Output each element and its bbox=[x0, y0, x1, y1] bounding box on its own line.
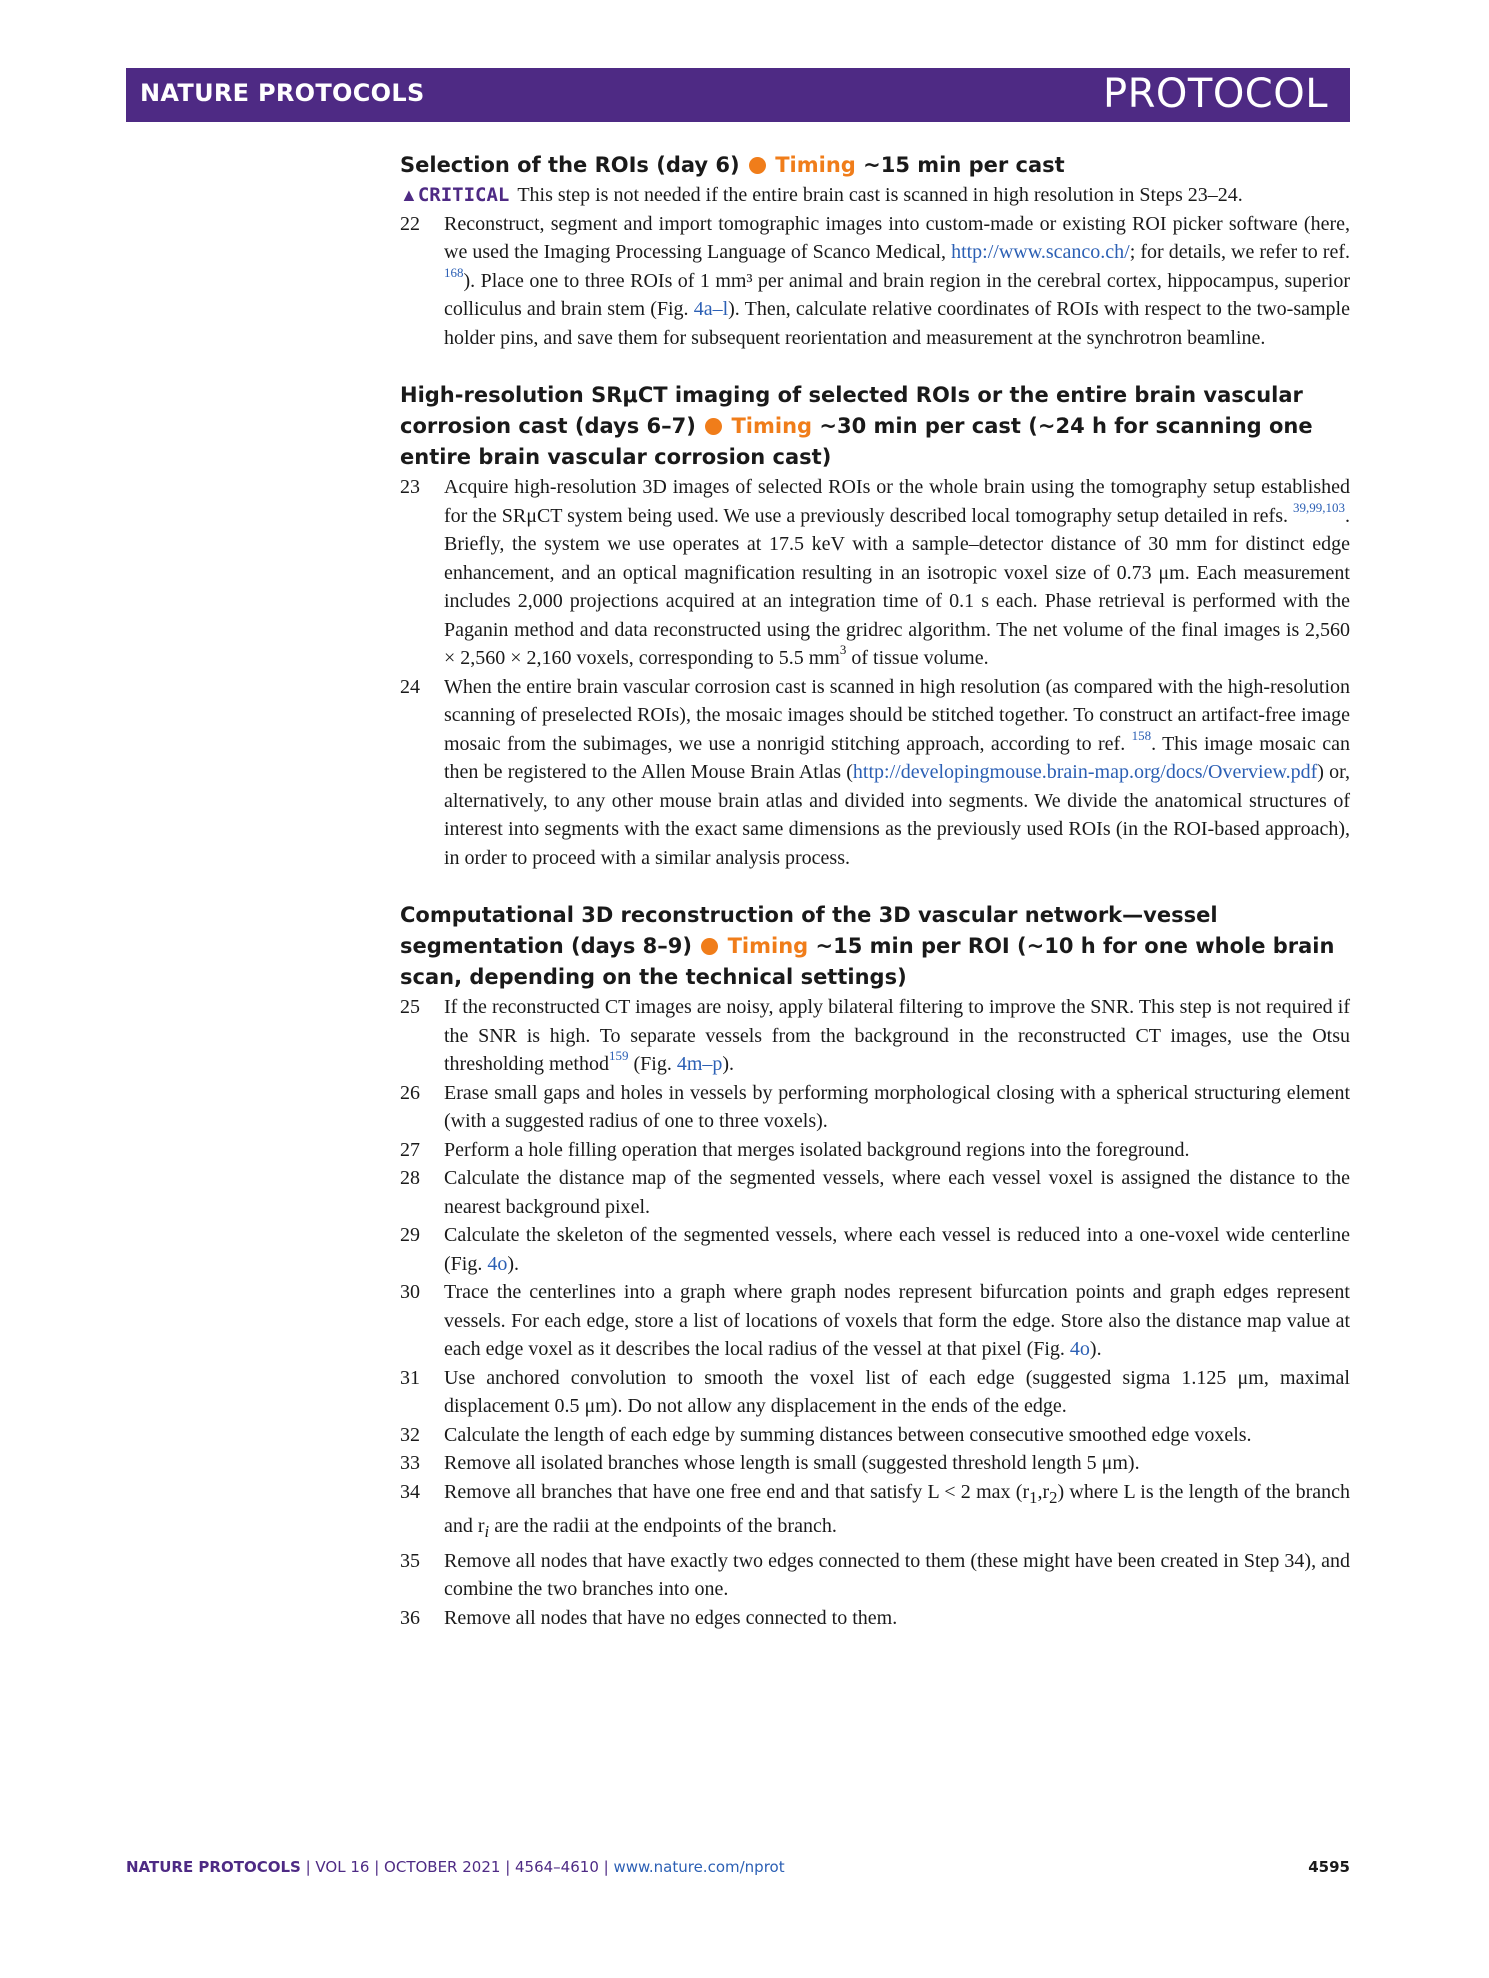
step-number: 30 bbox=[400, 1281, 420, 1303]
footer-journal: NATURE PROTOCOLS bbox=[126, 1858, 301, 1876]
timing-label: Timing bbox=[731, 414, 813, 438]
step-27: 27 Perform a hole filling operation that merges isolated background regions into the foreground. bbox=[400, 1136, 1350, 1165]
reference-link[interactable]: 39,99,103 bbox=[1293, 499, 1345, 515]
section-heading-srmct-imaging: High-resolution SRμCT imaging of selected ROIs or the entire brain vascular corrosion cast (days 6–7) Timing ~30 min per cast (~24 h for scanning one entire brain vascular corrosion cast) bbox=[400, 383, 1313, 469]
reference-link[interactable]: 168 bbox=[444, 264, 464, 280]
step-29: 29 Calculate the skeleton of the segmented vessels, where each vessel is reduced into a one-voxel wide centerline (Fig. 4o). bbox=[400, 1221, 1350, 1278]
step-number: 36 bbox=[400, 1606, 420, 1629]
step-32: 32 Calculate the length of each edge by summing distances between consecutive smoothed edge voxels. bbox=[400, 1421, 1350, 1450]
step-22: 22 Reconstruct, segment and import tomographic images into custom-made or existing ROI picker software (here, we used the Imaging Processing Language of Scanco Medical, http://www.scanco.ch/; for details, we refer to ref. $^{168}$). Place one to three ROIs of 1 mm³ per animal and brain region in the cerebral cortex, hippocampus, superior colliculus and brain stem (Fig. 4a–l). Then, calculate relative coordinates of ROIs with respect to the two-sample holder pins, and save them for subsequent reorientation and measurement at the synchrotron beamline. bbox=[400, 210, 1350, 353]
figure-link[interactable]: 4o bbox=[487, 1252, 508, 1275]
section-heading-roi-selection: Selection of the ROIs (day 6) Timing ~15 min per cast bbox=[400, 153, 1065, 177]
figure-link[interactable]: 4o bbox=[1069, 1338, 1090, 1360]
step-number: 34 bbox=[400, 1480, 420, 1503]
timing-dot-icon bbox=[749, 157, 766, 174]
step-number: 24 bbox=[400, 675, 420, 698]
section-label: PROTOCOL bbox=[1102, 71, 1328, 117]
step-number: 22 bbox=[400, 212, 420, 235]
figure-link[interactable]: 4m–p bbox=[676, 1053, 723, 1075]
step-30: 30 Trace the centerlines into a graph where graph nodes represent bifurcation points and graph edges represent vessels. For each edge, store a list of locations of voxels that form the edge. Store also the distance map value at each edge voxel as it describes the local radius of the vessel at that pixel (Fig. 4o). bbox=[400, 1278, 1350, 1364]
step-23: 23 Acquire high-resolution 3D images of selected ROIs or the whole brain using the tomography setup established for the SRμCT system being used. We use a previously described local tomography setup detailed in refs. $^{39,99,103}$. Briefly, the system we use operates at 17.5 keV with a sample–detector distance of 30 mm for distinct edge enhancement, and an optical magnification resulting in an isotropic voxel size of 0.73 μm. Each measurement includes 2,000 projections acquired at an integration time of 0.1 s each. Phase retrieval is performed with the Paganin method and data reconstructed using the gridrec algorithm. The net volume of the final images is 2,560 × 2,560 × 2,160 voxels, corresponding to 5.5 $mm^3$ of tissue volume. bbox=[400, 473, 1350, 673]
step-number: 32 bbox=[400, 1423, 420, 1446]
timing-label: Timing bbox=[727, 934, 809, 958]
footer-citation: | VOL 16 | OCTOBER 2021 | 4564–4610 | bbox=[300, 1858, 614, 1876]
timing-label: Timing bbox=[775, 153, 856, 177]
timing-value: ~15 min per ROI (~10 h for one whole brain scan, depending on the technical settings) bbox=[400, 934, 1335, 989]
step-28: 28 Calculate the distance map of the segmented vessels, where each vessel voxel is assigned the distance to the nearest background pixel. bbox=[400, 1164, 1350, 1221]
timing-dot-icon bbox=[701, 938, 718, 955]
step-25: 25 If the reconstructed CT images are noisy, apply bilateral filtering to improve the SNR. This step is not required if the SNR is high. To separate vessels from the background in the reconstructed CT images, use the Otsu thresholding method$^{159}$ (Fig. 4m–p). bbox=[400, 993, 1350, 1079]
allen-atlas-link[interactable]: http://developingmouse.brain-map.org/docs/Overview.pdf bbox=[852, 761, 1318, 783]
critical-label: CRITICAL bbox=[417, 184, 510, 206]
step-number: 35 bbox=[400, 1549, 420, 1572]
step-34: 34 Remove all branches that have one free end and that satisfy L < 2 $\max (r_1,r_2)$ where L is the length of the branch and $r_i$ are the radii at the endpoints of the branch. bbox=[400, 1478, 1350, 1547]
step-number: 28 bbox=[400, 1167, 420, 1189]
step-35: 35 Remove all nodes that have exactly two edges connected to them (these might have been created in Step 34), and combine the two branches into one. bbox=[400, 1547, 1350, 1604]
step-number: 25 bbox=[400, 996, 420, 1018]
step-24: 24 When the entire brain vascular corrosion cast is scanned in high resolution (as compared with the high-resolution scanning of preselected ROIs), the mosaic images should be stitched together. To construct an artifact-free image mosaic from the subimages, we use a nonrigid stitching approach, according to ref. $^{158}$. This image mosaic can then be registered to the Allen Mouse Brain Atlas (http://developingmouse.brain-map.org/docs/Overview.pdf) or, alternatively, to any other mouse brain atlas and divided into segments. We divide the anatomical structures of interest into segments with the exact same dimensions as the previously used ROIs (in the ROI-based approach), in order to proceed with a similar analysis process. bbox=[400, 673, 1350, 873]
step-number: 29 bbox=[400, 1224, 420, 1246]
step-number: 33 bbox=[400, 1452, 420, 1474]
figure-link[interactable]: 4a–l bbox=[693, 298, 729, 320]
step-number: 27 bbox=[400, 1138, 420, 1161]
article-body bbox=[400, 150, 1350, 1632]
timing-value: ~30 min per cast (~24 h for scanning one entire brain vascular corrosion cast) bbox=[400, 414, 1313, 469]
page-number: 4595 bbox=[1308, 1858, 1350, 1876]
journal-name: NATURE PROTOCOLS bbox=[140, 79, 425, 107]
step-31: 31 Use anchored convolution to smooth the voxel list of each edge (suggested sigma 1.125 μm, maximal displacement 0.5 μm). Do not allow any displacement in the ends of the edge. bbox=[400, 1364, 1350, 1421]
warning-triangle-icon: ▲ bbox=[400, 185, 418, 205]
step-number: 26 bbox=[400, 1081, 420, 1104]
page-footer bbox=[126, 1858, 1350, 1876]
step-26: 26 Erase small gaps and holes in vessels by performing morphological closing with a spherical structuring element (with a suggested radius of one to three voxels). bbox=[400, 1079, 1350, 1136]
critical-note: ▲CRITICAL This step is not needed if the entire brain cast is scanned in high resolution in Steps 23–24. bbox=[400, 184, 1243, 206]
section-heading-vessel-segmentation: Computational 3D reconstruction of the 3D vascular network—vessel segmentation (days 8–9) Timing ~15 min per ROI (~10 h for one whole brain scan, depending on the technical settings) bbox=[400, 903, 1335, 989]
step-number: 23 bbox=[400, 476, 420, 498]
footer-url-link[interactable]: www.nature.com/nprot bbox=[613, 1858, 785, 1876]
header-banner bbox=[126, 68, 1350, 122]
step-33: 33 Remove all isolated branches whose length is small (suggested threshold length 5 μm). bbox=[400, 1449, 1350, 1478]
reference-link[interactable]: 158 bbox=[1131, 727, 1152, 743]
timing-value: ~15 min per cast bbox=[863, 153, 1065, 177]
step-36: 36 Remove all nodes that have no edges connected to them. bbox=[400, 1604, 1350, 1633]
step-number: 31 bbox=[400, 1366, 420, 1389]
scanco-link[interactable]: http://www.scanco.ch/ bbox=[951, 241, 1130, 263]
timing-dot-icon bbox=[705, 418, 722, 435]
reference-link[interactable]: 159 bbox=[608, 1048, 629, 1064]
